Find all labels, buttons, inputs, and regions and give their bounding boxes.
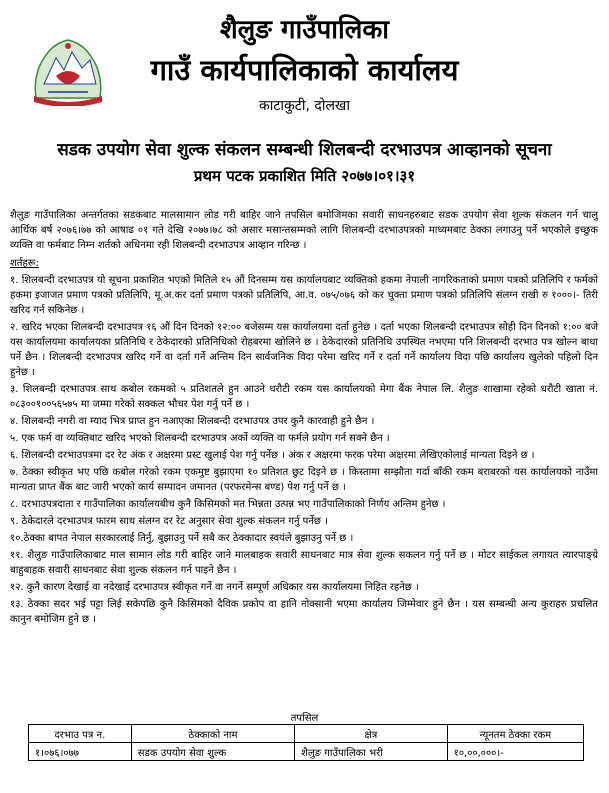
notice-body [10,208,598,629]
schedule-table [28,724,584,761]
intro-paragraph: शैलुङ गाउँपालिका अन्तर्गतका सडकबाट मालसामान लोड गरी बाहिर जाने तपसिल बमोजिमका सवारी साधनहरुबाट सडक उपयोग सेवा शुल्क संकलन गर्न चालु आर्थिक बर्ष २०७६।७७ को आषाढ ०१ गते देखि २०७७।७८ को असार मसान्तसम्मको लागि शिलबन्दी दरभाउपत्रको माध्यमबाट ठेक्का लगाउनु पर्ने भएकोले इच्छुक व्यक्ति वा फर्मबाट निम्न शर्तको अधिनमा रही शिलबन्दी दरभाउपत्र आव्हान गरिन्छ । [10,210,598,251]
table-cell: १०,००,०००।- [447,743,583,761]
condition-item: १०.ठेक्का बापत नेपाल सरकारलाई तिर्नु, बुझाउनु पर्ने सबै कर ठेक्कादार स्वयंले बुझाउनु पर्ने छ । [10,533,354,544]
office-name: गाउँ कार्यपालिकाको कार्यालय [150,53,459,87]
condition-item: १२. कुनै कारण देखाई वा नदेखाई दरभाउपत्र स्वीकृत गर्ने वा नगर्ने सम्पूर्ण अधिकार यस कार्यालयमा निहित रहनेछ । [10,582,419,593]
condition-item: ५. एक फर्म वा व्यक्तिबाट खरिद भएको शिलबन्दी दरभाउपत्र अर्को व्यक्ति वा फर्मले प्रयोग गर्न सक्ने छैन । [10,433,390,444]
condition-item: १. शिलबन्दी दरभाउपत्र यो सूचना प्रकाशित भएको मितिले १५ औं दिनसम्म यस कार्यालयबाट व्यक्तिको हकमा नेपाली नागरिकताको प्रमाण पत्रको प्रतिलिपि र फर्मको हकमा इजाजत प्रमाण पत्रको प्रतिलिपि, मू.अ.कर दर्ता प्रमाण पत्रको प्रतिलिपि, आ.व. ०७५/०७६ को कर चुक्ता प्रमाण पत्रको प्रतिलिपि संलग्न राखी रु १०००।- तिरी खरिद गर्न सकिनेछ । [10,275,598,316]
condition-item: ९. ठेकेदारले दरभाउपत्र फारम साथ संलग्न दर रेट अनुसार सेवा शुल्क संकलन गर्नु पर्नेछ । [10,516,328,527]
col-header: न्यूनतम ठेक्का रकम [447,725,583,743]
col-header: दरभाउ पत्र न. [29,725,132,743]
condition-item: ७. ठेक्का स्वीकृत भए पछि कबोल गरेको रकम एकमुष्ट बुझाएमा १० प्रतिशत छुट दिइने छ । किस्तामा सम्झौता गर्दा बाँकी रकम बराबरको यस कार्यालयको नाउँमा मान्यता प्राप्त बैंक बाट जारी भएको कार्य सम्पादन जमानत (परफरमेन्स बण्ड) पेश गर्नु पर्ने छ । [10,467,598,493]
conditions-list [10,273,598,627]
condition-item: ६. शिलबन्दी दरभाउपत्रमा दर रेट अंक र अक्षरमा प्रस्ट खुलाई पेश गर्नु पर्नेछ । अंक र अक्षरमा फरक परेमा अक्षरमा लेखिएकोलाई मान्यता दिइने छ । [10,450,535,461]
schedule-title: तपसिल [290,713,319,724]
publish-date: प्रथम पटक प्रकाशित मिति २०७७।०१।३१ [193,167,416,185]
table-cell: सडक उपयोग सेवा शुल्क [131,743,294,761]
table-header-row [29,725,584,743]
condition-item: ३. शिलबन्दी दरभाउपत्र साथ कबोल रकमको ५ प्रतिशतले हुन आउने धरौटी रकम यस कार्यालयको मेगा बैंक नेपाल लि. शैलुङ शाखामा रहेको धरौटी खाता नं. ०८३००१००५६५७५ मा जम्मा गरेको सक्कल भौचर पेश गर्नु पर्ने छ । [10,384,598,410]
condition-item: ११. शैलुङ गाउँपालिकाबाट माल सामान लोड गरी बाहिर जाने मालबाहक सवारी साधनबाट मात्र सेवा शुल्क सकलन गर्नु पर्ने छ । मोटर साईकल लगायत त्यारपाङ्ग्रे बाहुबाहक सवारी साधनबाट सेवा शुल्क संकलन गर्न पाइने छैन । [10,550,598,576]
notice-title: सडक उपयोग सेवा शुल्क संकलन सम्बन्धी शिलबन्दी दरभाउपत्र आव्हानको सूचना [57,140,552,160]
org-name: शैलुङ गाउँपालिका [219,15,390,45]
table-row [29,743,584,761]
condition-item: ४. शिलबन्दी नगरी वा म्याद भित्र प्राप्त हुन नआएका शिलबन्दी दरभाउपत्र उपर कुनै कारवाही हुने छैन । [10,416,375,427]
office-address: काटाकुटी, दोलखा [258,98,351,114]
col-header: ठेक्काको नाम [131,725,294,743]
condition-item: २. खरिद भएका शिलबन्दी दरभाउपत्र १६ औं दिन दिनको १२:०० बजेसम्म यस कार्यालयमा दर्ता हुनेछ । दर्ता भएका शिलबन्दी दरभाउपत्र सोही दिन दिनको १:०० बजे यस कार्यालयमा कार्यालयका प्रतिनिधि र ठेकेदारको प्रतिनिधिको रोहबरमा खोलिने छ । ठेकेदारको प्रतिनिधि उपस्थित नभएमा पनि शिलबन्दी दरभाउ पत्र खोल्न बाधा पर्ने छैन । शिलबन्दी दरभाउपत्र खरिद गर्ने वा दर्ता गर्ने अन्तिम दिन सार्वजनिक विदा परेमा खरिद गर्ने र दर्ता गर्ने कार्यालय विदा पछि कार्यालय खुलेको पहिलो दिन हुनेछ । [10,322,598,378]
conditions-title: शर्तहरू: [10,258,39,269]
col-header: क्षेत्र [295,725,447,743]
condition-item: ८. दरभाउपत्रदाता र गाउँपालिका कार्यालयबीच कुनै किसिमको मत भिन्नता उत्पन्न भए गाउँपालिकाको निर्णय अन्तिम हुनेछ । [10,499,446,510]
condition-item: १३. ठेक्का सदर भई पट्टा लिई सकेपछि कुनै किसिमको दैविक प्रकोप वा हानि नोक्सानी भएमा कार्यालय जिम्मेवार हुने छैन । यस सम्बन्धी अन्य कुराहरु प्रचलित कानुन बमोजिम हुने छ । [10,599,598,625]
table-cell: शैलुङ गाउँपालिका भरी [295,743,447,761]
table-cell: १।०७६।०७७ [29,743,132,761]
